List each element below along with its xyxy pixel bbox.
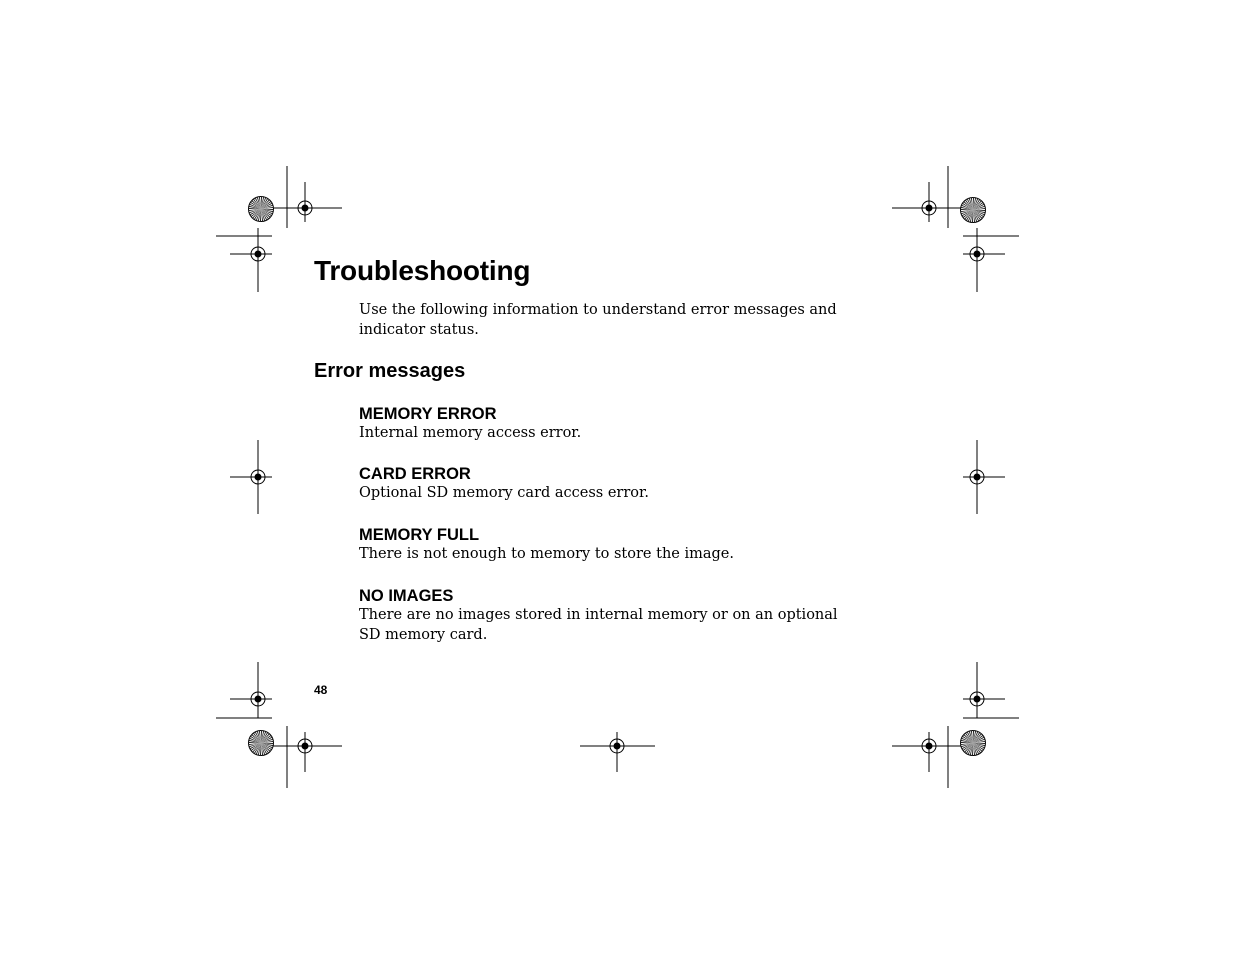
error-description: There is not enough to memory to store the image. xyxy=(359,546,734,562)
page-number: 48 xyxy=(314,683,328,697)
error-item-memory-error xyxy=(359,404,859,444)
error-description: There are no images stored in internal memory or on an optional SD memory card. xyxy=(359,607,838,643)
registration-mark-icon xyxy=(268,732,342,772)
registration-mark-icon xyxy=(230,662,272,718)
error-item-card-error xyxy=(359,464,859,504)
registration-mark-icon xyxy=(963,662,1005,718)
error-title: MEMORY FULL xyxy=(359,526,480,544)
error-title: NO IMAGES xyxy=(359,587,454,605)
registration-mark-icon xyxy=(230,440,272,514)
intro-text: Use the following information to understand error messages and indicator status. xyxy=(359,302,837,338)
star-target-icon xyxy=(249,731,274,756)
registration-mark-icon xyxy=(892,732,966,772)
section-title: Error messages xyxy=(314,360,466,382)
star-target-icon xyxy=(961,198,986,223)
registration-mark-icon xyxy=(230,228,272,292)
registration-mark-icon xyxy=(963,228,1005,292)
star-target-icon xyxy=(961,731,986,756)
error-item-no-images xyxy=(359,586,849,645)
page-title: Troubleshooting xyxy=(314,255,531,286)
error-description: Optional SD memory card access error. xyxy=(359,485,649,501)
error-description: Internal memory access error. xyxy=(359,425,582,441)
error-title: CARD ERROR xyxy=(359,465,471,483)
registration-mark-icon xyxy=(268,182,342,222)
registration-mark-icon xyxy=(892,182,966,222)
registration-mark-icon xyxy=(963,440,1005,514)
registration-mark-icon xyxy=(580,732,655,772)
error-title: MEMORY ERROR xyxy=(359,405,497,423)
star-target-icon xyxy=(249,197,274,222)
error-item-memory-full xyxy=(359,525,859,565)
